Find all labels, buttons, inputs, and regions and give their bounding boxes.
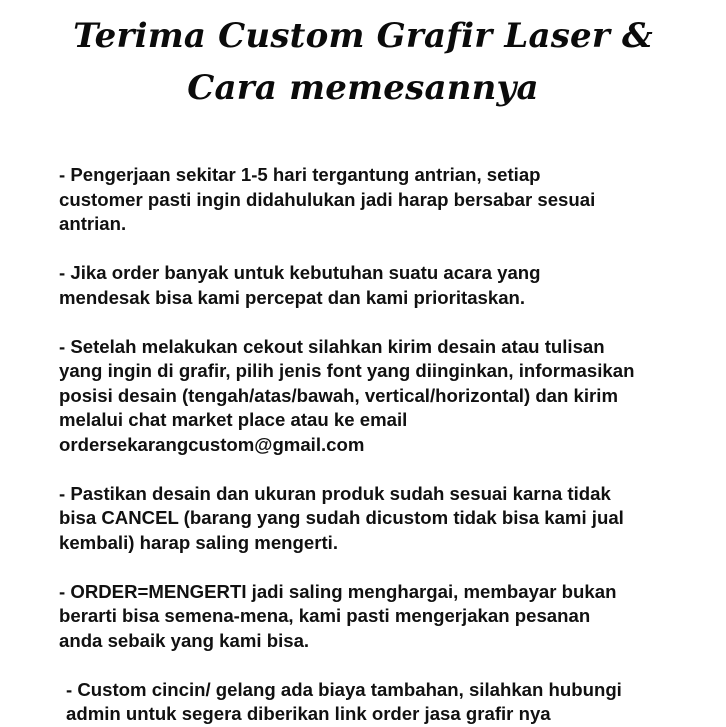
title-line-1: Terima Custom Grafir Laser & bbox=[73, 16, 653, 56]
text-line: admin untuk segera diberikan link order jasa grafir nya bbox=[66, 703, 551, 724]
paragraph-spacer bbox=[59, 310, 699, 335]
text-line: yang ingin di grafir, pilih jenis font yang diinginkan, informasikan bbox=[59, 360, 635, 381]
title-line-2: Cara memesannya bbox=[187, 68, 539, 108]
page-title bbox=[0, 10, 726, 114]
paragraph-processing-time bbox=[59, 163, 699, 237]
text-line: - ORDER=MENGERTI jadi saling menghargai, membayar bukan bbox=[59, 580, 617, 602]
paragraph-spacer bbox=[59, 457, 699, 482]
paragraph-spacer bbox=[59, 653, 699, 678]
text-line: - Pastikan desain dan ukuran produk sudah sesuai karna tidak bbox=[59, 482, 611, 504]
text-line: - Pengerjaan sekitar 1-5 hari tergantung antrian, setiap bbox=[59, 164, 541, 185]
paragraph-checkout-instructions bbox=[59, 335, 699, 458]
text-line: anda sebaik yang kami bisa. bbox=[59, 629, 310, 651]
instructions-body bbox=[59, 163, 699, 727]
text-line: - Jika order banyak untuk kebutuhan suatu acara yang bbox=[59, 262, 541, 283]
text-line: melalui chat market place atau ke email bbox=[59, 409, 408, 430]
email-address: ordersekarangcustom@gmail.com bbox=[59, 433, 365, 455]
text-line: antrian. bbox=[59, 213, 127, 234]
paragraph-ring-bracelet-fee bbox=[66, 678, 699, 727]
paragraph-order-understanding bbox=[59, 580, 699, 654]
text-line: mendesak bisa kami percepat dan kami prioritaskan. bbox=[59, 286, 526, 308]
text-line: - Custom cincin/ gelang ada biaya tambahan, silahkan hubungi bbox=[66, 678, 622, 700]
text-line: - Setelah melakukan cekout silahkan kirim desain atau tulisan bbox=[59, 335, 605, 357]
paragraph-spacer bbox=[59, 555, 699, 580]
text-line: berarti bisa semena-mena, kami pasti mengerjakan pesanan bbox=[59, 605, 591, 626]
paragraph-spacer bbox=[59, 237, 699, 262]
text-line: bisa CANCEL (barang yang sudah dicustom tidak bisa kami jual bbox=[59, 507, 624, 528]
text-line: posisi desain (tengah/atas/bawah, vertical/horizontal) dan kirim bbox=[59, 384, 618, 406]
text-line: customer pasti ingin didahulukan jadi harap bersabar sesuai bbox=[59, 188, 596, 210]
paragraph-bulk-order bbox=[59, 261, 699, 310]
paragraph-no-cancel bbox=[59, 482, 699, 556]
text-line: kembali) harap saling mengerti. bbox=[59, 531, 338, 553]
